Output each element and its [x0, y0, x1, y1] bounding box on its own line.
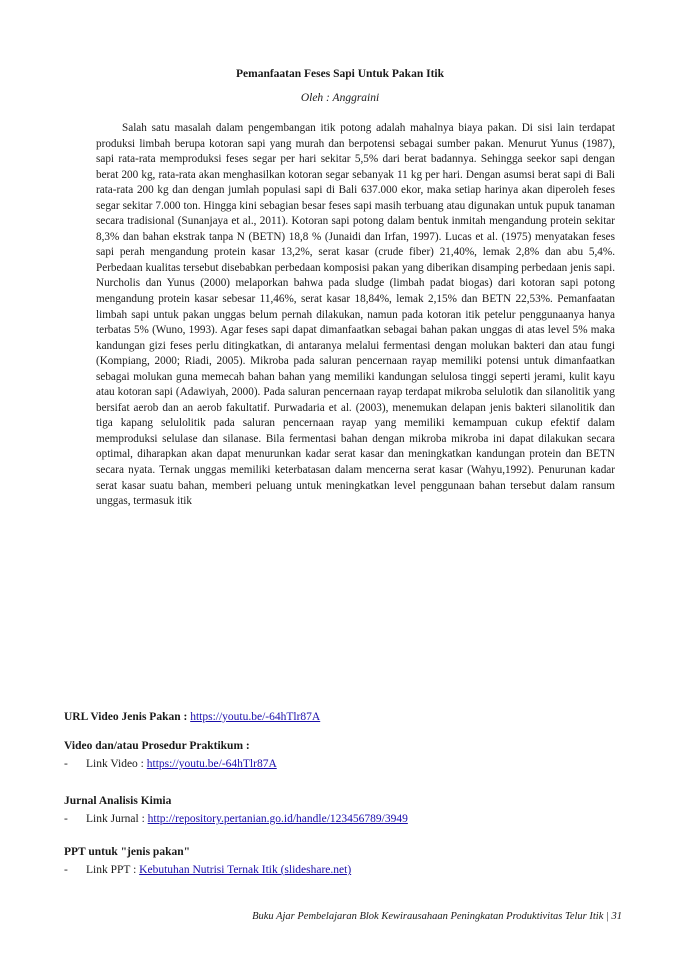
page-footer — [252, 911, 622, 922]
list-dash: - — [64, 758, 68, 770]
video-link[interactable]: https://youtu.be/-64hTlr87A — [146, 758, 277, 770]
list-dash: - — [64, 864, 68, 876]
jurnal-link-label: Link Jurnal : — [86, 813, 148, 825]
ppt-item — [64, 864, 624, 876]
url-video-section — [64, 711, 624, 723]
ppt-section — [64, 846, 624, 876]
jurnal-heading: Jurnal Analisis Kimia — [64, 795, 172, 807]
video-prosedur-item — [64, 758, 624, 770]
ppt-link-label: Link PPT : — [86, 864, 140, 876]
video-prosedur-heading: Video dan/atau Prosedur Praktikum : — [64, 740, 250, 752]
jurnal-item — [64, 813, 624, 825]
footer-book-title: Buku Ajar Pembelajaran Blok Kewirausahaan Peningkatan Produktivitas Telur Itik — [252, 911, 604, 922]
page-number: 31 — [611, 911, 622, 922]
ppt-heading: PPT untuk "jenis pakan" — [64, 846, 191, 858]
document-author: Oleh : Anggraini — [300, 92, 380, 104]
jurnal-section — [64, 795, 624, 825]
body-paragraph: Salah satu masalah dalam pengembangan itik potong adalah mahalnya biaya pakan. Di sisi lain terdapat produksi limbah berupa kotoran sapi yang murah dan berpotensi sebagai sumber pakan. Menurut Yunus (1987), sapi rata-rata memproduksi feses segar per hari sekitar 5,5% dari berat badannya. Sehingga seekor sapi dengan berat 200 kg, rata-rata akan menghasilkan kotoran segar sebanyak 11 kg per hari. Dengan asumsi berat sapi di Bali rata-rata 200 kg dan dengan jumlah populasi sapi di Bali 637.000 ekor, maka setiap harinya akan diperoleh feses segar sekitar 7.000 ton. Hingga kini sebagian besar feses sapi masih terbuang atau digunakan untuk pupuk tanaman secara tradisional (Sunanjaya et al., 2011). Kotoran sapi potong dalam bentuk inmitah mengandung protein sekitar 8,3% dan bahan ekstrak tanpa N (BETN) 18,8 % (Junaidi dan Irfan, 1997). Lucas et al. (1975) menyatakan feses sapi perah mengandung protein kasar 13,2%, serat kasar (crude fiber) 21,40%, lemak 2,8% dan abu 5,4%. Perbedaan kualitas tersebut disebabkan perbedaan komposisi pakan yang diberikan disamping perbedaan jenis sapi. Nurcholis dan Yunus (2000) melaporkan bahwa pada sludge (limbah padat biogas) dari kotoran sapi potong mengandung protein kasar sebesar 11,46%, serat kasar 18,84%, lemak 2,15% dan BETN 22,53%. Pemanfaatan limbah sapi untuk pakan unggas belum pernah dilakukan, namun pada kotoran itik petelur penggunaanya hanya terbatas 5% (Wuno, 1993). Agar feses sapi dapat dimanfaatkan sebagai bahan pakan unggas di atas level 5% maka kandungan gizi feses perlu ditingkatkan, di antaranya melalui fermentasi dengan molukan bakteri dan atau fungi (Kompiang, 2000; Riadi, 2005). Mikroba pada saluran pencernaan rayap memiliki potensi untuk dimanfaatkan sebagai molukan guna memecah bahan bahan yang memiliki kandungan selulosa tinggi seperti jerami, kulit kayu atau kotoran sapi (Adawiyah, 2000). Pada saluran pencernaan rayap terdapat mikroba selulotik dan silanolitik yang bersifat aerob dan an aerob fakultatif. Purwadaria et al. (2003), menemukan delapan jenis bakteri silanolitik dan tiga kapang selulolitik pada saluran pencernaan rayap yang memiliki kemampuan cukup efektif dalam memproduksi selulase dan silanase. Bila fermentasi bahan dengan mikroba mikroba ini dapat dilakukan secara optimal, diharapkan akan dapat menurunkan kadar serat kasar dan meningkatkan kandungan protein dan BETN secara nyata. Ternak unggas memiliki keterbatasan dalam mencerna serat kasar (Wahyu,1992). Penurunan kadar serat kasar suatu bahan, memberi peluang untuk meningkatkan level penggunaan bahan tersebut dalam ransum unggas, termasuk itik — [96, 122, 615, 508]
url-video-link[interactable]: https://youtu.be/-64hTlr87A — [190, 711, 321, 723]
video-prosedur-section — [64, 740, 624, 770]
footer-separator: | — [606, 911, 609, 922]
url-video-label: URL Video Jenis Pakan : — [64, 711, 191, 723]
document-title: Pemanfaatan Feses Sapi Untuk Pakan Itik — [236, 68, 444, 80]
video-link-label: Link Video : — [86, 758, 147, 770]
jurnal-link[interactable]: http://repository.pertanian.go.id/handle/123456789/3949 — [147, 813, 408, 825]
list-dash: - — [64, 813, 68, 825]
ppt-link[interactable]: Kebutuhan Nutrisi Ternak Itik (slideshare.net) — [139, 864, 352, 876]
